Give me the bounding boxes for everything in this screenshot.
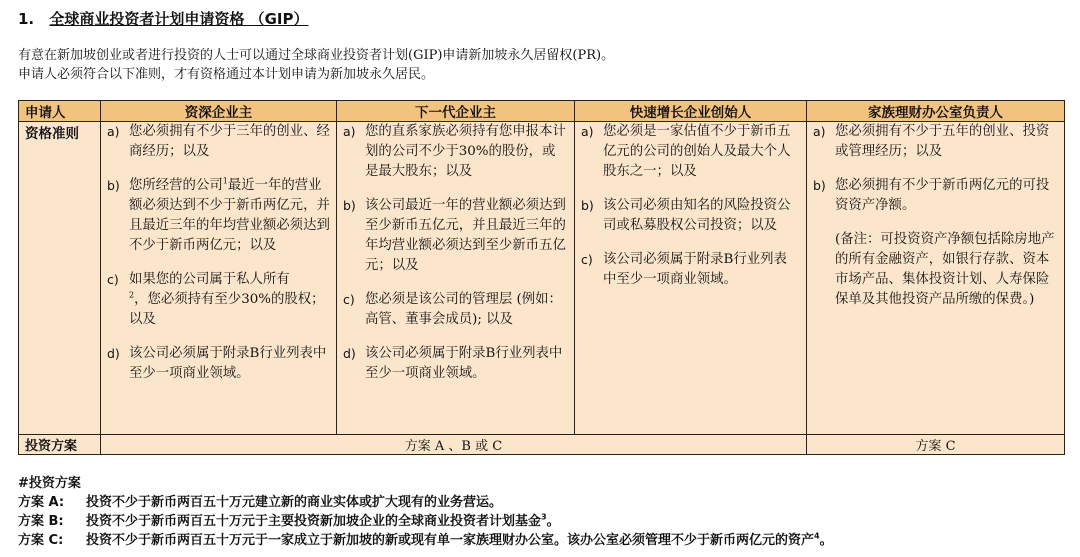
header-fast-growth-founder: 快速增长企业创始人	[575, 101, 807, 122]
criterion-text: 该公司必须属于附录B行业列表中至少一项商业领域。	[365, 346, 563, 381]
intro-paragraph	[18, 46, 614, 84]
criterion-text: 您必须拥有不少于新币两亿元的可投资资产净额。	[835, 178, 1050, 213]
section-title: 全球商业投资者计划申请资格 （GIP）	[49, 10, 309, 28]
criterion-text: 您必须是该公司的管理层 (例如：高管、董事会成员); 以及	[365, 292, 562, 327]
investment-options	[18, 474, 833, 550]
intro-line: 申请人必须符合以下准则，才有资格通过本计划申请为新加坡永久居民。	[18, 67, 435, 82]
option-row	[18, 531, 833, 550]
option-code: 方案 B:	[18, 514, 64, 529]
item-label: b)	[343, 198, 356, 213]
intro-line: 有意在新加坡创业或者进行投资的人士可以通过全球商业投资者计划(GIP)申请新加坡永久居留权(PR)。	[18, 48, 615, 63]
criterion-text: 该公司必须由知名的风险投资公司或私募股权公司投资；以及	[603, 198, 791, 233]
senior-owner-criteria	[101, 122, 337, 435]
fast-growth-founder-criteria	[575, 122, 807, 435]
criterion-text: 您所经营的公司$^1$最近一年的营业额必须达到不少于新币两亿元，并且最近三年的年均营业额必须达到不少于新币两亿元；以及	[129, 176, 330, 253]
item-label: c)	[107, 272, 119, 287]
plan-label: 投资方案	[19, 435, 101, 455]
criterion-text: 该公司必须属于附录B行业列表中至少一项商业领域。	[603, 252, 787, 287]
plan-c: 方案 C	[807, 435, 1065, 455]
option-code: 方案 A:	[18, 495, 65, 510]
plan-abc: 方案 A 、B 或 C	[101, 435, 807, 455]
criterion-text: 您必须拥有不少于五年的创业、投资或管理经历；以及	[835, 124, 1050, 159]
criterion-text: 您必须拥有不少于三年的创业、经商经历；以及	[129, 124, 330, 159]
header-senior-owner: 资深企业主	[101, 101, 337, 122]
section-heading	[18, 8, 309, 29]
item-label: b)	[107, 178, 120, 193]
criterion-text: 您的直系家族必须持有您申报本计划的公司不少于30%的股份，或是最大股东；以及	[365, 124, 566, 179]
item-label: b)	[581, 198, 594, 213]
options-title: #投资方案	[18, 476, 81, 491]
criteria-label: 资格准则	[19, 122, 101, 435]
item-label: b)	[813, 178, 826, 193]
criterion-text: 该公司最近一年的营业额必须达到至少新币五亿元，并且最近三年的年均营业额必须达到至少新币五亿元；以及	[365, 198, 566, 273]
criterion-note: (备注：可投资资产净额包括除房地产的所有金融资产，如银行存款、资本市场产品、集体投资计划、人寿保险保单及其他投资产品所缴的保费。)	[835, 232, 1055, 307]
investment-plan-row	[19, 435, 1065, 455]
item-label: c)	[343, 292, 355, 307]
criterion-text: 该公司必须属于附录B行业列表中至少一项商业领域。	[129, 346, 327, 381]
option-row	[18, 512, 833, 531]
family-office-head-criteria	[807, 122, 1065, 435]
option-row	[18, 493, 833, 512]
header-family-office-head: 家族理财办公室负责人	[807, 101, 1065, 122]
item-label: d)	[343, 346, 356, 361]
criteria-row	[19, 122, 1065, 435]
section-number: 1.	[18, 10, 35, 28]
option-text: 投资不少于新币两百五十万元建立新的商业实体或扩大现有的业务营运。	[86, 495, 503, 510]
header-next-gen-owner: 下一代企业主	[337, 101, 575, 122]
criterion-text: 如果您的公司属于私人所有 $^2$，您必须持有至少30%的股权；以及	[129, 272, 325, 327]
header-applicant: 申请人	[19, 101, 101, 122]
option-text: 投资不少于新币两百五十万元于一家成立于新加坡的新或现有单一家族理财办公室。该办公室必须管理不少于新币两亿元的资产$^4$。	[86, 531, 833, 548]
option-text: 投资不少于新币两百五十万元于主要投资新加坡企业的全球商业投资者计划基金$^3$。	[86, 512, 560, 529]
option-code: 方案 C:	[18, 533, 64, 548]
item-label: a)	[813, 124, 826, 139]
item-label: a)	[107, 124, 120, 139]
criterion-text: 您必须是一家估值不少于新币五亿元的公司的创始人及最大个人股东之一；以及	[603, 124, 791, 179]
eligibility-table	[18, 100, 1065, 455]
table-header-row	[19, 101, 1065, 122]
item-label: d)	[107, 346, 120, 361]
next-gen-owner-criteria	[337, 122, 575, 435]
item-label: c)	[581, 252, 593, 267]
item-label: a)	[581, 124, 594, 139]
item-label: a)	[343, 124, 356, 139]
